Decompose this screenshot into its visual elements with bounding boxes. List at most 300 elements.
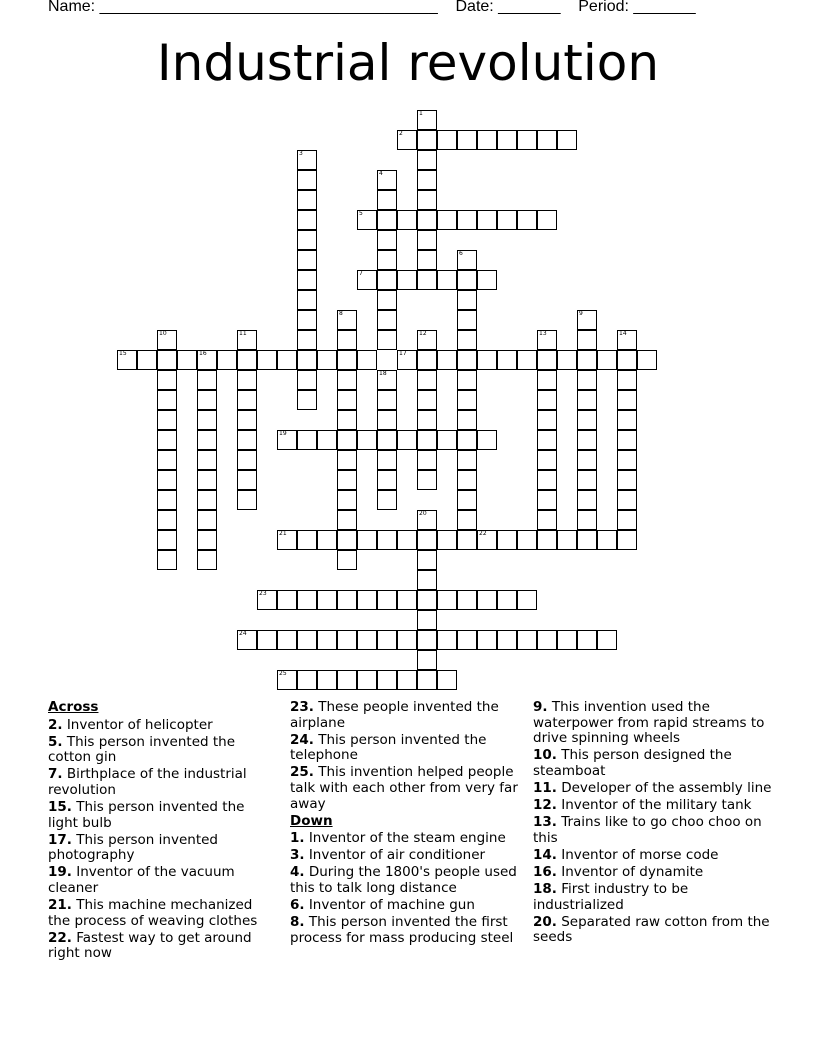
grid-cell[interactable] bbox=[497, 350, 517, 370]
clue-number-label: 2 bbox=[399, 130, 403, 137]
grid-cell[interactable] bbox=[457, 470, 477, 490]
grid-cell[interactable] bbox=[417, 430, 437, 450]
grid-cell[interactable] bbox=[417, 250, 437, 270]
grid-cell[interactable] bbox=[217, 350, 237, 370]
grid-cell[interactable] bbox=[557, 350, 577, 370]
clue-number: 4. bbox=[290, 864, 305, 881]
grid-cell[interactable] bbox=[577, 530, 597, 550]
grid-cell[interactable] bbox=[337, 430, 357, 450]
grid-cell[interactable] bbox=[477, 530, 497, 550]
grid-cell[interactable] bbox=[357, 210, 377, 230]
grid-cell[interactable] bbox=[417, 630, 437, 650]
grid-cell[interactable] bbox=[557, 130, 577, 150]
grid-cell[interactable] bbox=[197, 510, 217, 530]
grid-cell[interactable] bbox=[377, 370, 397, 390]
grid-cell[interactable] bbox=[437, 350, 457, 370]
grid-cell[interactable] bbox=[377, 670, 397, 690]
grid-cell[interactable] bbox=[297, 330, 317, 350]
grid-cell[interactable] bbox=[457, 630, 477, 650]
clue-item bbox=[290, 700, 522, 731]
grid-cell[interactable] bbox=[417, 370, 437, 390]
grid-cell[interactable] bbox=[417, 190, 437, 210]
grid-cell[interactable] bbox=[577, 490, 597, 510]
grid-cell[interactable] bbox=[297, 350, 317, 370]
grid-cell[interactable] bbox=[297, 290, 317, 310]
grid-cell[interactable] bbox=[577, 310, 597, 330]
student-info-header: Name: ______________________________________ Date: _______ Period: _______ bbox=[48, 0, 696, 15]
grid-cell[interactable] bbox=[377, 170, 397, 190]
clue-text: Birthplace of the industrial revolution bbox=[48, 766, 247, 798]
grid-cell[interactable] bbox=[377, 250, 397, 270]
grid-cell[interactable] bbox=[357, 430, 377, 450]
grid-cell[interactable] bbox=[197, 370, 217, 390]
grid-cell[interactable] bbox=[337, 490, 357, 510]
grid-cell[interactable] bbox=[457, 330, 477, 350]
grid-cell[interactable] bbox=[617, 370, 637, 390]
grid-cell[interactable] bbox=[517, 530, 537, 550]
grid-cell[interactable] bbox=[337, 350, 357, 370]
grid-cell[interactable] bbox=[137, 350, 157, 370]
grid-cell[interactable] bbox=[237, 330, 257, 350]
grid-cell[interactable] bbox=[237, 410, 257, 430]
grid-cell[interactable] bbox=[357, 670, 377, 690]
grid-cell[interactable] bbox=[457, 390, 477, 410]
grid-cell[interactable] bbox=[517, 590, 537, 610]
grid-cell[interactable] bbox=[417, 570, 437, 590]
grid-cell[interactable] bbox=[277, 590, 297, 610]
grid-cell[interactable] bbox=[477, 210, 497, 230]
grid-cell[interactable] bbox=[277, 670, 297, 690]
clue-number-label: 19 bbox=[279, 430, 287, 437]
grid-cell[interactable] bbox=[157, 490, 177, 510]
grid-cell[interactable] bbox=[417, 330, 437, 350]
grid-cell[interactable] bbox=[417, 650, 437, 670]
grid-cell[interactable] bbox=[117, 350, 137, 370]
grid-cell[interactable] bbox=[457, 290, 477, 310]
grid-cell[interactable] bbox=[537, 330, 557, 350]
grid-cell[interactable] bbox=[597, 350, 617, 370]
grid-cell[interactable] bbox=[617, 450, 637, 470]
grid-cell[interactable] bbox=[157, 350, 177, 370]
grid-cell[interactable] bbox=[597, 530, 617, 550]
grid-cell[interactable] bbox=[377, 530, 397, 550]
grid-cell[interactable] bbox=[297, 310, 317, 330]
grid-cell[interactable] bbox=[617, 470, 637, 490]
clue-number: 24. bbox=[290, 731, 314, 748]
grid-cell[interactable] bbox=[537, 470, 557, 490]
grid-cell[interactable] bbox=[437, 130, 457, 150]
grid-cell[interactable] bbox=[197, 550, 217, 570]
grid-cell[interactable] bbox=[297, 430, 317, 450]
grid-cell[interactable] bbox=[197, 390, 217, 410]
grid-cell[interactable] bbox=[617, 510, 637, 530]
grid-cell[interactable] bbox=[537, 430, 557, 450]
clue-number-label: 25 bbox=[279, 670, 287, 677]
grid-cell[interactable] bbox=[297, 370, 317, 390]
clue-number-label: 11 bbox=[239, 330, 247, 337]
grid-cell[interactable] bbox=[457, 130, 477, 150]
grid-cell[interactable] bbox=[157, 550, 177, 570]
grid-cell[interactable] bbox=[517, 630, 537, 650]
grid-cell[interactable] bbox=[197, 410, 217, 430]
grid-cell[interactable] bbox=[377, 470, 397, 490]
clue-number-label: 6 bbox=[459, 250, 463, 257]
grid-cell[interactable] bbox=[337, 510, 357, 530]
grid-cell[interactable] bbox=[417, 470, 437, 490]
clue-item bbox=[533, 781, 773, 797]
grid-cell[interactable] bbox=[337, 370, 357, 390]
clue-text: Separated raw cotton from the seeds bbox=[533, 913, 770, 946]
clue-text: This person invented photography bbox=[48, 831, 218, 864]
grid-cell[interactable] bbox=[297, 590, 317, 610]
grid-cell[interactable] bbox=[157, 450, 177, 470]
grid-cell[interactable] bbox=[397, 350, 417, 370]
grid-cell[interactable] bbox=[417, 150, 437, 170]
grid-cell[interactable] bbox=[617, 490, 637, 510]
clue-text: These people invented the airplane bbox=[290, 699, 499, 731]
grid-cell[interactable] bbox=[377, 490, 397, 510]
grid-cell[interactable] bbox=[577, 470, 597, 490]
clue-item bbox=[290, 865, 522, 896]
clue-number: 11. bbox=[533, 779, 557, 796]
clue-item bbox=[48, 767, 270, 798]
grid-cell[interactable] bbox=[577, 430, 597, 450]
clue-number-label: 24 bbox=[239, 630, 247, 637]
clue-number-label: 8 bbox=[339, 310, 343, 317]
grid-cell[interactable] bbox=[557, 630, 577, 650]
grid-cell[interactable] bbox=[417, 530, 437, 550]
grid-cell[interactable] bbox=[477, 590, 497, 610]
grid-cell[interactable] bbox=[397, 590, 417, 610]
grid-cell[interactable] bbox=[417, 410, 437, 430]
grid-cell[interactable] bbox=[337, 590, 357, 610]
clue-text: This invention used the waterpower from rapid streams to drive spinning wheels bbox=[533, 699, 765, 747]
grid-cell[interactable] bbox=[397, 270, 417, 290]
clue-number: 9. bbox=[533, 699, 548, 715]
grid-cell[interactable] bbox=[417, 670, 437, 690]
grid-cell[interactable] bbox=[297, 670, 317, 690]
grid-cell[interactable] bbox=[417, 510, 437, 530]
grid-cell[interactable] bbox=[377, 430, 397, 450]
grid-cell[interactable] bbox=[297, 250, 317, 270]
grid-cell[interactable] bbox=[417, 350, 437, 370]
grid-cell[interactable] bbox=[437, 270, 457, 290]
grid-cell[interactable] bbox=[317, 430, 337, 450]
clue-item bbox=[533, 848, 773, 864]
grid-cell[interactable] bbox=[617, 390, 637, 410]
grid-cell[interactable] bbox=[577, 330, 597, 350]
grid-cell[interactable] bbox=[577, 450, 597, 470]
grid-cell[interactable] bbox=[357, 630, 377, 650]
grid-cell[interactable] bbox=[257, 350, 277, 370]
clue-number-label: 23 bbox=[259, 590, 267, 597]
grid-cell[interactable] bbox=[317, 670, 337, 690]
clue-number: 5. bbox=[48, 733, 63, 750]
grid-cell[interactable] bbox=[337, 450, 357, 470]
clue-number-label: 9 bbox=[579, 310, 583, 317]
grid-cell[interactable] bbox=[317, 590, 337, 610]
grid-cell[interactable] bbox=[397, 670, 417, 690]
grid-cell[interactable] bbox=[177, 350, 197, 370]
grid-cell[interactable] bbox=[437, 210, 457, 230]
clue-item bbox=[533, 700, 773, 747]
grid-cell[interactable] bbox=[457, 410, 477, 430]
grid-cell[interactable] bbox=[237, 450, 257, 470]
grid-cell[interactable] bbox=[197, 430, 217, 450]
clue-item bbox=[290, 765, 522, 812]
grid-cell[interactable] bbox=[297, 150, 317, 170]
grid-cell[interactable] bbox=[637, 350, 657, 370]
grid-cell[interactable] bbox=[297, 230, 317, 250]
grid-cell[interactable] bbox=[577, 410, 597, 430]
grid-cell[interactable] bbox=[537, 450, 557, 470]
clue-text: Developer of the assembly line bbox=[556, 779, 772, 796]
grid-cell[interactable] bbox=[497, 530, 517, 550]
grid-cell[interactable] bbox=[297, 390, 317, 410]
grid-cell[interactable] bbox=[237, 630, 257, 650]
clue-item bbox=[533, 865, 773, 881]
grid-cell[interactable] bbox=[297, 190, 317, 210]
grid-cell[interactable] bbox=[457, 490, 477, 510]
grid-cell[interactable] bbox=[257, 590, 277, 610]
grid-cell[interactable] bbox=[617, 330, 637, 350]
grid-cell[interactable] bbox=[497, 210, 517, 230]
grid-cell[interactable] bbox=[417, 590, 437, 610]
grid-cell[interactable] bbox=[457, 430, 477, 450]
clue-number: 23. bbox=[290, 699, 314, 715]
grid-cell[interactable] bbox=[617, 350, 637, 370]
grid-cell[interactable] bbox=[437, 430, 457, 450]
grid-cell[interactable] bbox=[417, 550, 437, 570]
grid-cell[interactable] bbox=[377, 310, 397, 330]
grid-cell[interactable] bbox=[537, 410, 557, 430]
grid-cell[interactable] bbox=[297, 630, 317, 650]
grid-cell[interactable] bbox=[497, 630, 517, 650]
clue-column-2 bbox=[290, 700, 522, 948]
grid-cell[interactable] bbox=[377, 270, 397, 290]
grid-cell[interactable] bbox=[577, 510, 597, 530]
clue-number-label: 17 bbox=[399, 350, 407, 357]
grid-cell[interactable] bbox=[537, 370, 557, 390]
grid-cell[interactable] bbox=[237, 490, 257, 510]
grid-cell[interactable] bbox=[417, 390, 437, 410]
grid-cell[interactable] bbox=[397, 430, 417, 450]
grid-cell[interactable] bbox=[337, 550, 357, 570]
grid-cell[interactable] bbox=[457, 530, 477, 550]
grid-cell[interactable] bbox=[237, 350, 257, 370]
grid-cell[interactable] bbox=[277, 630, 297, 650]
grid-cell[interactable] bbox=[357, 590, 377, 610]
grid-cell[interactable] bbox=[377, 190, 397, 210]
grid-cell[interactable] bbox=[197, 450, 217, 470]
grid-cell[interactable] bbox=[497, 590, 517, 610]
grid-cell[interactable] bbox=[317, 630, 337, 650]
grid-cell[interactable] bbox=[457, 310, 477, 330]
grid-cell[interactable] bbox=[157, 410, 177, 430]
clue-column-1 bbox=[48, 700, 270, 964]
clue-number: 25. bbox=[290, 764, 314, 781]
grid-cell[interactable] bbox=[437, 530, 457, 550]
grid-cell[interactable] bbox=[397, 530, 417, 550]
grid-cell[interactable] bbox=[517, 130, 537, 150]
grid-cell[interactable] bbox=[337, 630, 357, 650]
grid-cell[interactable] bbox=[557, 530, 577, 550]
grid-cell[interactable] bbox=[357, 530, 377, 550]
grid-cell[interactable] bbox=[317, 350, 337, 370]
grid-cell[interactable] bbox=[577, 630, 597, 650]
grid-cell[interactable] bbox=[157, 470, 177, 490]
grid-cell[interactable] bbox=[337, 390, 357, 410]
grid-cell[interactable] bbox=[537, 630, 557, 650]
grid-cell[interactable] bbox=[477, 270, 497, 290]
grid-cell[interactable] bbox=[297, 270, 317, 290]
grid-cell[interactable] bbox=[457, 210, 477, 230]
grid-cell[interactable] bbox=[617, 530, 637, 550]
clue-text: Fastest way to get around right now bbox=[48, 929, 252, 962]
grid-cell[interactable] bbox=[537, 490, 557, 510]
grid-cell[interactable] bbox=[237, 390, 257, 410]
grid-cell[interactable] bbox=[537, 130, 557, 150]
clue-text: Inventor of the steam engine bbox=[304, 830, 506, 847]
grid-cell[interactable] bbox=[337, 330, 357, 350]
grid-cell[interactable] bbox=[357, 270, 377, 290]
grid-cell[interactable] bbox=[597, 630, 617, 650]
grid-cell[interactable] bbox=[337, 470, 357, 490]
clue-number-label: 12 bbox=[419, 330, 427, 337]
grid-cell[interactable] bbox=[517, 350, 537, 370]
grid-cell[interactable] bbox=[377, 290, 397, 310]
clue-item bbox=[290, 915, 522, 946]
grid-cell[interactable] bbox=[377, 590, 397, 610]
grid-cell[interactable] bbox=[377, 330, 397, 350]
grid-cell[interactable] bbox=[577, 390, 597, 410]
grid-cell[interactable] bbox=[537, 210, 557, 230]
grid-cell[interactable] bbox=[577, 370, 597, 390]
grid-cell[interactable] bbox=[197, 490, 217, 510]
grid-cell[interactable] bbox=[277, 350, 297, 370]
clue-item bbox=[290, 898, 522, 914]
grid-cell[interactable] bbox=[277, 530, 297, 550]
clue-number-label: 16 bbox=[199, 350, 207, 357]
grid-cell[interactable] bbox=[317, 530, 337, 550]
grid-cell[interactable] bbox=[397, 630, 417, 650]
grid-cell[interactable] bbox=[537, 350, 557, 370]
grid-cell[interactable] bbox=[437, 590, 457, 610]
grid-cell[interactable] bbox=[157, 390, 177, 410]
grid-cell[interactable] bbox=[157, 510, 177, 530]
grid-cell[interactable] bbox=[197, 350, 217, 370]
clue-item bbox=[290, 848, 522, 864]
clue-item bbox=[48, 898, 270, 929]
grid-cell[interactable] bbox=[477, 350, 497, 370]
grid-cell[interactable] bbox=[537, 510, 557, 530]
grid-cell[interactable] bbox=[337, 530, 357, 550]
grid-cell[interactable] bbox=[417, 610, 437, 630]
clue-number: 6. bbox=[290, 897, 305, 914]
grid-cell[interactable] bbox=[457, 590, 477, 610]
grid-cell[interactable] bbox=[337, 670, 357, 690]
clue-number: 8. bbox=[290, 914, 305, 931]
clue-item bbox=[533, 748, 773, 779]
grid-cell[interactable] bbox=[297, 530, 317, 550]
grid-cell[interactable] bbox=[377, 210, 397, 230]
grid-cell[interactable] bbox=[377, 230, 397, 250]
grid-cell[interactable] bbox=[617, 430, 637, 450]
grid-cell[interactable] bbox=[617, 410, 637, 430]
clue-item bbox=[533, 915, 773, 946]
grid-cell[interactable] bbox=[457, 370, 477, 390]
grid-cell[interactable] bbox=[397, 210, 417, 230]
grid-cell[interactable] bbox=[197, 470, 217, 490]
grid-cell[interactable] bbox=[417, 170, 437, 190]
clue-text: During the 1800's people used this to talk long distance bbox=[290, 864, 517, 897]
grid-cell[interactable] bbox=[397, 130, 417, 150]
grid-cell[interactable] bbox=[457, 510, 477, 530]
grid-cell[interactable] bbox=[457, 250, 477, 270]
grid-cell[interactable] bbox=[377, 630, 397, 650]
grid-cell[interactable] bbox=[457, 270, 477, 290]
grid-cell[interactable] bbox=[417, 130, 437, 150]
grid-cell[interactable] bbox=[197, 530, 217, 550]
grid-cell[interactable] bbox=[517, 210, 537, 230]
grid-cell[interactable] bbox=[337, 410, 357, 430]
clue-number: 22. bbox=[48, 929, 72, 946]
grid-cell[interactable] bbox=[377, 450, 397, 470]
grid-cell[interactable] bbox=[477, 430, 497, 450]
grid-cell[interactable] bbox=[277, 430, 297, 450]
grid-cell[interactable] bbox=[237, 470, 257, 490]
grid-cell[interactable] bbox=[157, 530, 177, 550]
clue-number: 19. bbox=[48, 864, 72, 881]
grid-cell[interactable] bbox=[297, 210, 317, 230]
grid-cell[interactable] bbox=[357, 350, 377, 370]
grid-cell[interactable] bbox=[537, 390, 557, 410]
grid-cell[interactable] bbox=[337, 310, 357, 330]
grid-cell[interactable] bbox=[157, 370, 177, 390]
grid-cell[interactable] bbox=[537, 530, 557, 550]
grid-cell[interactable] bbox=[577, 350, 597, 370]
grid-cell[interactable] bbox=[297, 170, 317, 190]
grid-cell[interactable] bbox=[157, 430, 177, 450]
grid-cell[interactable] bbox=[437, 630, 457, 650]
grid-cell[interactable] bbox=[237, 370, 257, 390]
grid-cell[interactable] bbox=[497, 130, 517, 150]
grid-cell[interactable] bbox=[377, 390, 397, 410]
clue-number: 15. bbox=[48, 799, 72, 816]
clue-number: 3. bbox=[290, 847, 305, 864]
grid-cell[interactable] bbox=[437, 670, 457, 690]
grid-cell[interactable] bbox=[417, 450, 437, 470]
grid-cell[interactable] bbox=[457, 450, 477, 470]
clue-number-label: 21 bbox=[279, 530, 287, 537]
grid-cell[interactable] bbox=[477, 130, 497, 150]
clue-text: Inventor of machine gun bbox=[304, 897, 475, 914]
clue-item bbox=[290, 733, 522, 764]
grid-cell[interactable] bbox=[457, 350, 477, 370]
grid-cell[interactable] bbox=[417, 110, 437, 130]
grid-cell[interactable] bbox=[417, 210, 437, 230]
grid-cell[interactable] bbox=[417, 270, 437, 290]
grid-cell[interactable] bbox=[237, 430, 257, 450]
clue-number-label: 10 bbox=[159, 330, 167, 337]
grid-cell[interactable] bbox=[377, 410, 397, 430]
clue-number: 1. bbox=[290, 830, 305, 847]
grid-cell[interactable] bbox=[417, 230, 437, 250]
grid-cell[interactable] bbox=[477, 630, 497, 650]
grid-cell[interactable] bbox=[157, 330, 177, 350]
grid-cell[interactable] bbox=[257, 630, 277, 650]
clue-number: 7. bbox=[48, 766, 63, 783]
